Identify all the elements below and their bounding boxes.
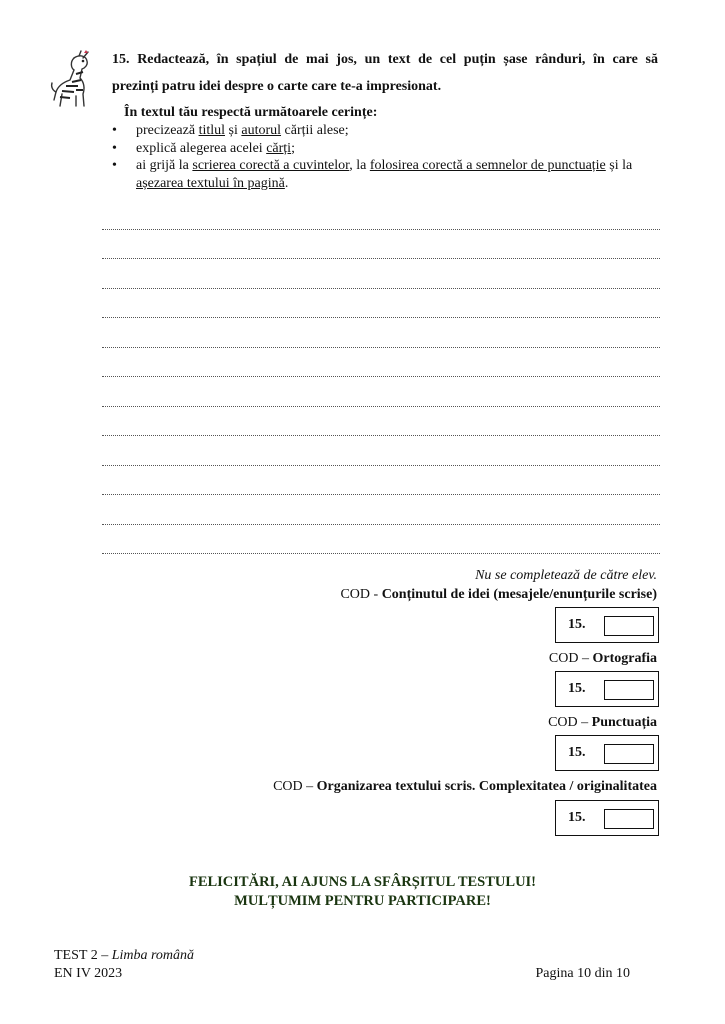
- page-number: Pagina 10 din 10: [535, 966, 630, 981]
- answer-line[interactable]: [102, 524, 660, 525]
- zebra-icon: [50, 50, 96, 108]
- answer-line[interactable]: [102, 553, 660, 554]
- cod-content-label: COD - Conținutul de idei (mesajele/enunțurile scrise): [340, 587, 657, 602]
- requirement-title-author: • precizează titlul și autorul cărții alese;: [112, 122, 660, 140]
- cod-organization-label: COD – Organizarea textului scris. Complexitatea / originalitatea: [273, 779, 657, 794]
- item-number: 15.: [568, 617, 586, 632]
- answer-line[interactable]: [102, 258, 660, 259]
- requirements-list: [112, 122, 660, 192]
- cod-spelling-label: COD – Ortografia: [548, 651, 657, 666]
- score-input[interactable]: [604, 809, 654, 829]
- answer-line[interactable]: [102, 494, 660, 495]
- cod-punctuation-label: COD – Punctuația: [548, 715, 657, 730]
- requirement-writing-quality: • ai grijă la scrierea corectă a cuvintelor, la folosirea corectă a semnelor de punctuație și la așezarea textului în pagină.: [112, 157, 660, 192]
- answer-line[interactable]: [102, 435, 660, 436]
- question-text-line2: prezinți patru idei despre o carte care te-a impresionat.: [112, 79, 442, 94]
- answer-line[interactable]: [102, 465, 660, 466]
- score-box-content: [555, 607, 659, 643]
- answer-line[interactable]: [102, 406, 660, 407]
- answer-line[interactable]: [102, 288, 660, 289]
- item-number: 15.: [568, 681, 586, 696]
- item-number: 15.: [568, 745, 586, 760]
- answer-line[interactable]: [102, 376, 660, 377]
- closing-congratulations: FELICITĂRI, AI AJUNS LA SFÂRȘITUL TESTULUI!: [188, 874, 537, 890]
- question-text-line1: 15. Redactează, în spațiul de mai jos, un text de cel puțin șase rânduri, în care să: [112, 52, 658, 67]
- item-number: 15.: [568, 810, 586, 825]
- grading-note: Nu se completează de către elev.: [475, 568, 657, 583]
- closing-thanks: MULȚUMIM PENTRU PARTICIPARE!: [234, 893, 491, 909]
- score-input[interactable]: [604, 680, 654, 700]
- requirements-heading: În textul tău respectă următoarele cerințe:: [124, 105, 378, 120]
- score-input[interactable]: [604, 616, 654, 636]
- footer-exam: EN IV 2023: [54, 966, 123, 981]
- requirement-explain-choice: • explică alegerea acelei cărți;: [112, 140, 660, 158]
- score-box-organization: [555, 800, 659, 836]
- score-box-spelling: [555, 671, 659, 707]
- answer-line[interactable]: [102, 347, 660, 348]
- footer-test: TEST 2 – Limba română: [54, 948, 195, 963]
- score-box-punctuation: [555, 735, 659, 771]
- score-input[interactable]: [604, 744, 654, 764]
- answer-line[interactable]: [102, 229, 660, 230]
- answer-line[interactable]: [102, 317, 660, 318]
